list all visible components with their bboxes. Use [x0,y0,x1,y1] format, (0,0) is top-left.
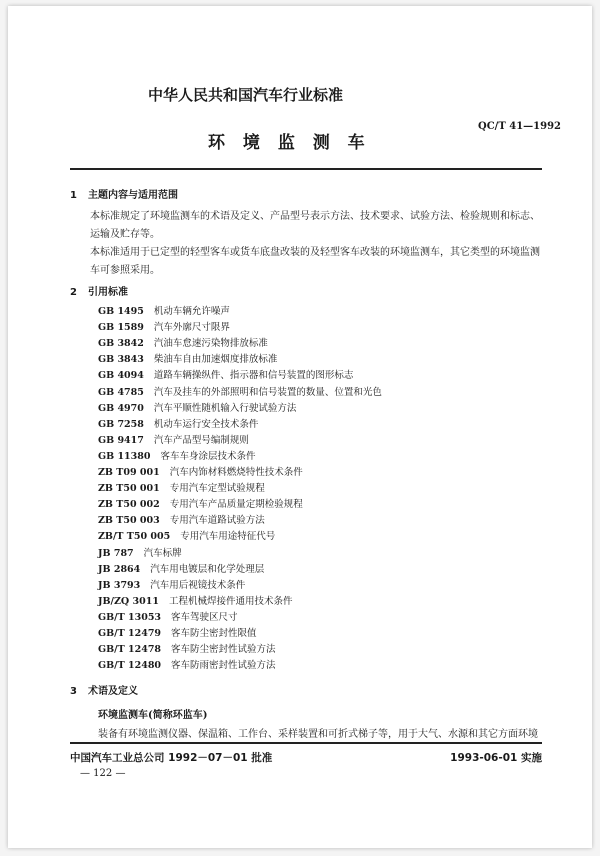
reference-code: GB/T 12480 [98,660,162,672]
reference-item [98,335,268,349]
reference-item [98,432,249,446]
reference-item [98,512,265,526]
reference-item [98,400,296,414]
reference-code: GB 1495 [98,306,144,317]
reference-code: ZB T50 001 [98,483,160,495]
reference-title: 汽车用后视镜技术条件 [150,579,246,591]
reference-code: GB 9417 [98,434,144,446]
reference-title: 机动车辆允许噪声 [153,306,230,317]
paragraph: 本标准规定了环境监测车的术语及定义、产品型号表示方法、技术要求、试验方法、检验规则和标志、运输及贮存等。 [90,211,540,240]
reference-item [98,303,230,317]
section-1-heading: 1 主题内容与适用范围 [70,190,178,201]
reference-title: 客车防雨密封性试验方法 [171,660,276,672]
reference-item [98,609,238,623]
reference-item [98,641,276,655]
reference-code: GB 11380 [98,450,151,462]
reference-item [98,351,277,365]
reference-item [98,464,303,478]
reference-item [98,367,353,381]
reference-title: 客车驾驶区尺寸 [171,611,238,623]
reference-title: 汽车内饰材料燃烧特性技术条件 [169,467,303,478]
org-title: 中华人民共和国汽车行业标准 [148,86,344,104]
reference-title: 客车防尘密封性限值 [171,628,257,639]
reference-code: GB 7258 [98,418,144,430]
reference-code: GB 4785 [98,386,144,398]
header-rule [70,168,542,170]
reference-title: 汽车及挂车的外部照明和信号装置的数量、位置和光色 [153,386,382,398]
reference-item [98,625,257,639]
reference-code: JB/ZQ 3011 [98,595,159,607]
section-2-heading: 2 引用标准 [70,287,128,298]
reference-code: JB 3793 [98,579,141,591]
reference-title: 汽车用电镀层和化学处理层 [150,563,265,575]
reference-item [98,561,264,575]
paragraph: 本标准适用于已定型的轻型客车或货车底盘改装的及轻型客车改装的环境监测车，其它类型的环境监测车可参照采用。 [90,247,540,276]
reference-title: 专用汽车用途特征代号 [180,531,276,543]
reference-title: 汽车平顺性随机输入行驶试验方法 [153,402,297,414]
reference-title: 汽车标牌 [143,547,182,559]
reference-code: GB 3842 [98,338,144,350]
reference-code: ZB T50 002 [98,499,160,511]
reference-code: GB 1589 [98,322,144,334]
effective-date: 1993-06-01 实施 [450,752,542,764]
section-1-body [70,208,542,280]
reference-item [98,384,382,398]
reference-item [98,593,292,607]
reference-code: GB 3843 [98,354,144,366]
reference-title: 道路车辆操纵件、指示器和信号装置的图形标志 [153,370,354,382]
reference-item [98,577,245,591]
reference-title: 柴油车自由加速烟度排放标准 [153,354,278,366]
reference-title: 专用汽车道路试验方法 [169,515,265,527]
reference-code: JB 2864 [98,563,141,575]
doc-title: 环 境 监 测 车 [208,133,371,153]
reference-title: 汽车产品型号编制规则 [153,434,249,446]
reference-code: ZB T09 001 [98,467,160,478]
footer-rule [70,742,542,744]
reference-title: 汽车外廓尺寸限界 [153,322,230,334]
reference-code: GB/T 12478 [98,644,162,656]
reference-item [98,545,182,559]
term: 环境监测车(简称环监车) [98,710,208,721]
reference-code: GB/T 12479 [98,628,162,639]
reference-title: 专用汽车定型试验规程 [169,483,265,495]
reference-title: 专用汽车产品质量定期检验规程 [169,499,303,511]
reference-item [98,480,265,494]
reference-item [98,657,276,671]
reference-title: 汽油车怠速污染物排放标准 [153,338,268,350]
reference-code: GB 4970 [98,402,144,414]
reference-item [98,448,256,462]
reference-code: GB 4094 [98,370,144,382]
approval-date: 中国汽车工业总公司 1992－07－01 批准 [70,752,273,764]
reference-code: ZB T50 003 [98,515,160,527]
reference-item [98,319,230,333]
reference-title: 机动车运行安全技术条件 [153,418,259,430]
reference-code: JB 787 [98,547,134,559]
reference-code: GB/T 13053 [98,611,162,623]
section-3-heading: 3 术语及定义 [70,686,138,697]
reference-item [98,528,275,542]
standard-code: QC/T 41—1992 [478,121,561,132]
reference-title: 客车车身涂层技术条件 [160,450,256,462]
term-definition: 装备有环境监测仪器、保温箱、工作台、采样装置和可折式梯子等，用于大气、水源和其它方面环境 [98,729,538,740]
document-page [8,6,592,848]
reference-item [98,416,258,430]
reference-item [98,496,303,510]
page-number: — 122 — [80,768,126,779]
reference-code: ZB/T T50 005 [98,531,171,543]
reference-title: 客车防尘密封性试验方法 [171,644,276,656]
reference-title: 工程机械焊接件通用技术条件 [168,595,293,607]
